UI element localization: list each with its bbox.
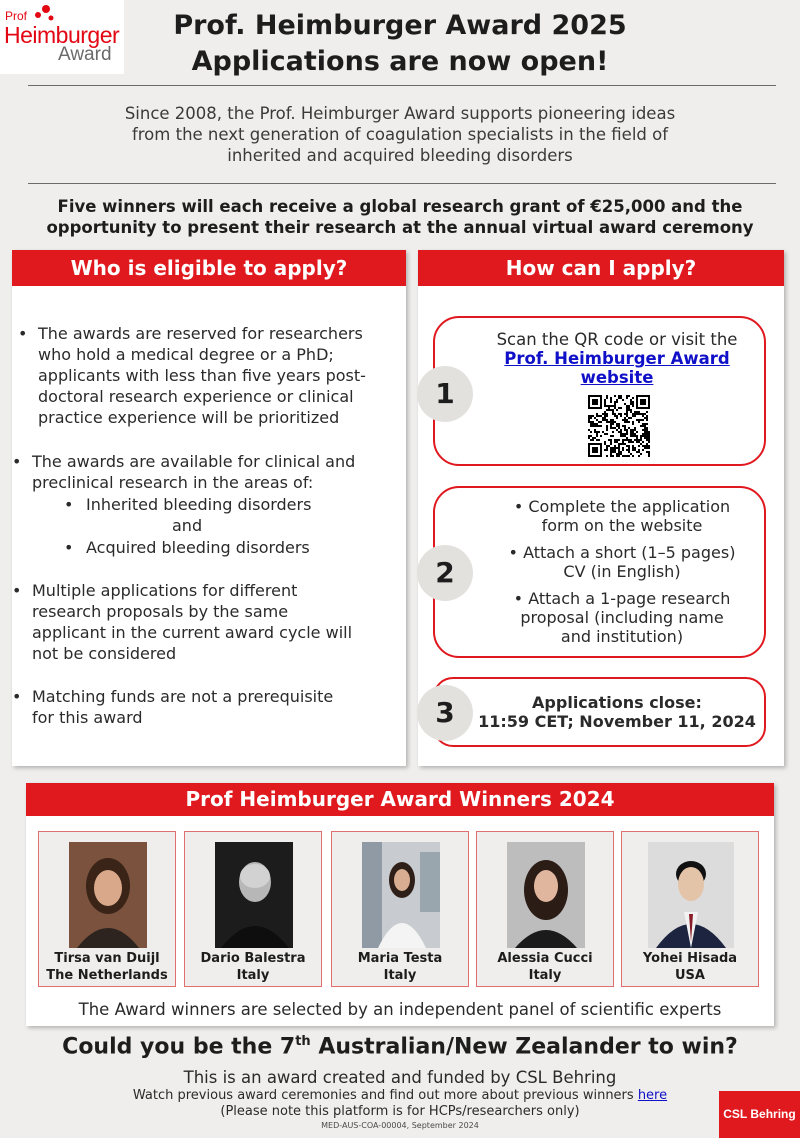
qr-code-icon[interactable] xyxy=(588,395,650,457)
question-text: Australian/New Zealander to win? xyxy=(310,1034,738,1060)
bullet-line: who hold a medical degree or a PhD; xyxy=(38,345,334,364)
step-2-item-3 xyxy=(486,589,758,646)
csl-behring-logo: CSL Behring xyxy=(719,1091,800,1138)
logo-prof: Prof xyxy=(5,9,28,23)
step-text-line: and institution) xyxy=(560,627,684,646)
deadline-text xyxy=(476,693,758,731)
bullet-line: not be considered xyxy=(32,644,177,663)
bullet-line: doctoral research experience or clinical xyxy=(38,387,354,406)
apply-heading: How can I apply? xyxy=(418,250,784,286)
watch-text: Watch previous award ceremonies and find out more about previous winners xyxy=(132,1088,638,1103)
bullet-line: for this award xyxy=(32,708,143,727)
winner-name: Yohei Hisada xyxy=(642,951,738,966)
here-link[interactable]: here xyxy=(637,1088,668,1103)
winner-photo-alessia xyxy=(507,842,585,948)
bullet-line: Matching funds are not a prerequisite xyxy=(32,687,334,706)
winner-photo-tirsa xyxy=(69,842,147,948)
winner-card xyxy=(184,831,322,987)
bullet-dot: • xyxy=(513,497,524,516)
winners-selection-note: The Award winners are selected by an independent panel of scientific experts xyxy=(78,1000,722,1019)
bullet-dot: • xyxy=(508,543,518,562)
step-2-item-2 xyxy=(486,543,758,581)
winner-photo-dario xyxy=(215,842,293,948)
step-text-line: form on the website xyxy=(541,516,703,535)
logo-heimburger: Heimburger xyxy=(4,22,120,48)
step-1-text: Scan the QR code or visit the xyxy=(496,330,738,349)
funding-statement: This is an award created and funded by CSL Behring xyxy=(183,1068,617,1087)
step-2-number: 2 xyxy=(417,545,473,601)
intro-line: Since 2008, the Prof. Heimburger Award supports pioneering ideas xyxy=(124,104,676,123)
sub-bullet-text: Acquired bleeding disorders xyxy=(86,538,310,557)
winner-name: Alessia Cucci xyxy=(497,951,593,966)
question-superscript: th xyxy=(295,1034,311,1049)
step-text-line: Attach a 1-page research xyxy=(528,589,731,608)
bullet-line: applicants with less than five years post- xyxy=(38,366,366,385)
eligibility-and: and xyxy=(172,516,203,535)
australian-question xyxy=(20,1034,780,1059)
step-text-line: CV (in English) xyxy=(563,562,681,581)
winner-country: Italy xyxy=(383,968,417,983)
winner-country: The Netherlands xyxy=(46,968,168,983)
winner-photo-yohei xyxy=(648,842,734,948)
prize-text xyxy=(20,196,780,238)
winner-photo-maria xyxy=(362,842,440,948)
watch-ceremonies-text xyxy=(80,1088,720,1103)
bullet-line: The awards are reserved for researchers xyxy=(38,324,363,343)
bullet-dot: • xyxy=(64,538,74,557)
winner-card xyxy=(621,831,759,987)
bullet-line: Multiple applications for different xyxy=(32,581,298,600)
logo-award: Award xyxy=(58,44,112,65)
winner-card xyxy=(476,831,614,987)
document-code: MED-AUS-COA-00004, September 2024 xyxy=(321,1121,479,1130)
winner-name: Tirsa van Duijl xyxy=(54,951,160,966)
step-1-number: 1 xyxy=(417,366,473,422)
deadline-line: Applications close: xyxy=(532,693,702,712)
bullet-dot: • xyxy=(18,324,28,343)
step-text-line: Complete the application xyxy=(528,497,731,516)
divider-middle xyxy=(28,183,776,184)
winner-label xyxy=(332,950,468,984)
winner-name: Maria Testa xyxy=(357,951,443,966)
winner-country: Italy xyxy=(236,968,270,983)
winner-label xyxy=(39,950,175,984)
step-3-number: 3 xyxy=(417,685,473,741)
heimburger-award-logo xyxy=(0,0,124,74)
link-line: Prof. Heimburger Award xyxy=(504,349,730,368)
step-text-line: Attach a short (1–5 pages) xyxy=(523,543,736,562)
intro-text xyxy=(60,103,740,166)
page-title-line1: Prof. Heimburger Award 2025 xyxy=(173,10,627,41)
link-line: website xyxy=(580,368,654,387)
sub-bullet-text: Inherited bleeding disorders xyxy=(86,495,312,514)
eligibility-heading: Who is eligible to apply? xyxy=(12,250,406,286)
bullet-dot: • xyxy=(64,495,74,514)
winner-country: USA xyxy=(675,968,705,983)
winner-name: Dario Balestra xyxy=(200,951,306,966)
deadline-line: 11:59 CET; November 11, 2024 xyxy=(478,712,756,731)
intro-line: inherited and acquired bleeding disorders xyxy=(227,146,573,165)
step-2-item-1 xyxy=(486,497,758,535)
winners-heading: Prof Heimburger Award Winners 2024 xyxy=(26,783,774,816)
winner-label xyxy=(622,950,758,984)
bullet-dot: • xyxy=(12,452,22,471)
bullet-line: preclinical research in the areas of: xyxy=(32,473,314,492)
step-text-line: proposal (including name xyxy=(520,608,724,627)
divider-top xyxy=(28,85,776,86)
bullet-dot: • xyxy=(12,687,22,706)
intro-line: from the next generation of coagulation specialists in the field of xyxy=(131,125,669,144)
bullet-line: research proposals by the same xyxy=(32,602,289,621)
winner-card xyxy=(331,831,469,987)
page-title-line2: Applications are now open! xyxy=(191,46,609,77)
bullet-line: applicant in the current award cycle will xyxy=(32,623,353,642)
bullet-line: The awards are available for clinical and xyxy=(32,452,356,471)
bullet-dot: • xyxy=(12,581,22,600)
winner-card xyxy=(38,831,176,987)
prize-line: opportunity to present their research at the annual virtual award ceremony xyxy=(46,218,754,237)
winner-label xyxy=(477,950,613,984)
question-text: Could you be the 7 xyxy=(62,1034,296,1060)
bullet-line: practice experience will be prioritized xyxy=(38,408,340,427)
prize-line: Five winners will each receive a global research grant of €25,000 and the xyxy=(57,197,743,216)
winner-country: Italy xyxy=(528,968,562,983)
bullet-dot: • xyxy=(513,589,524,608)
award-website-link[interactable] xyxy=(476,349,758,387)
hcp-note: (Please note this platform is for HCPs/researchers only) xyxy=(220,1104,580,1119)
winner-label xyxy=(185,950,321,984)
